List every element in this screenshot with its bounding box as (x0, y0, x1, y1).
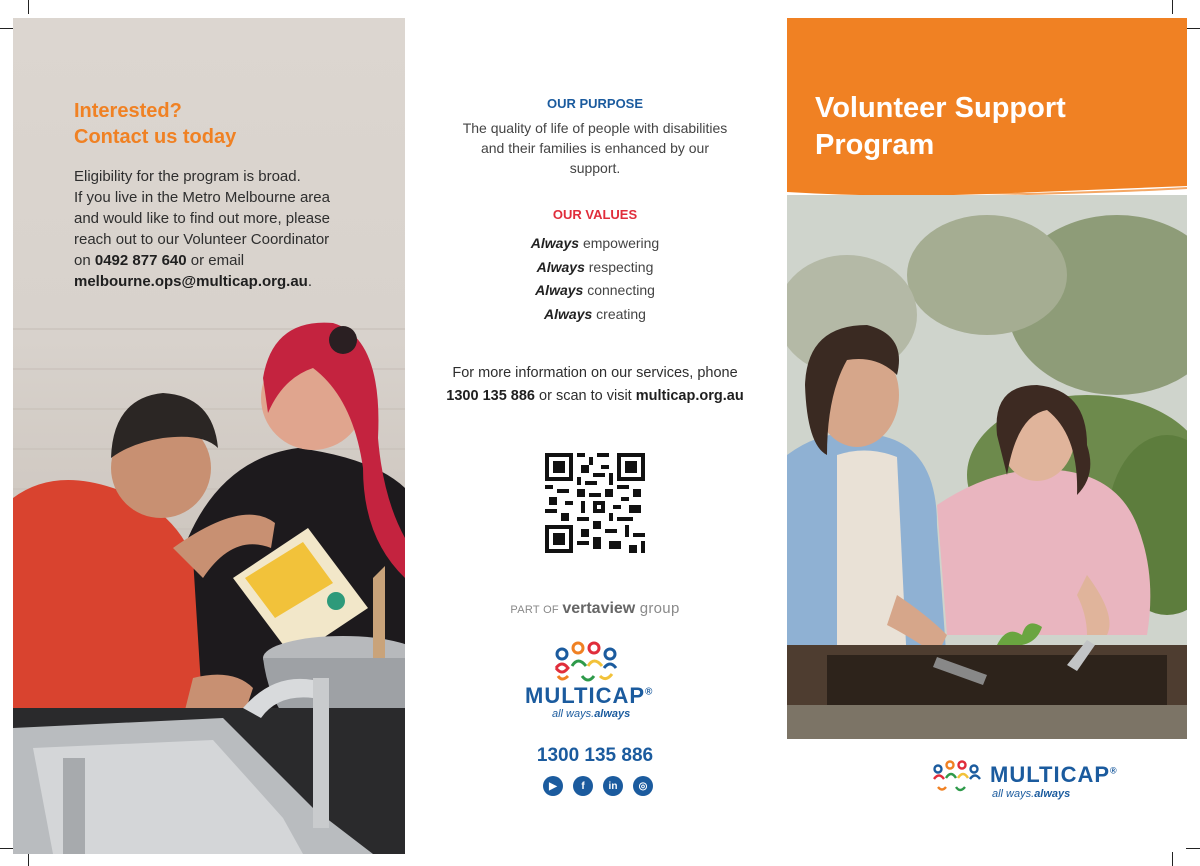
value-emphasis: Always (544, 305, 593, 322)
crop-mark (1172, 0, 1173, 14)
tagline-emph: always (1034, 788, 1071, 800)
body-line: on (74, 252, 95, 269)
cover-title (815, 90, 1145, 164)
multicap-people-icon (556, 643, 616, 680)
crop-mark (1172, 852, 1173, 866)
multicap-wordmark (525, 683, 665, 709)
value-emphasis: Always (530, 235, 580, 251)
registered-mark: ® (1110, 765, 1118, 776)
body-line: Eligibility for the program is broad. (74, 168, 301, 185)
info-phone[interactable]: 1300 135 886 (446, 388, 535, 404)
crop-mark (28, 0, 29, 14)
values-title: OUR VALUES (552, 207, 638, 222)
multicap-tagline-cover (992, 788, 1070, 800)
crop-mark (1186, 848, 1200, 849)
middle-panel (410, 18, 780, 854)
tagline-pre: all ways. (992, 788, 1035, 800)
value-item (410, 279, 780, 303)
purpose-text: The quality of life of people with disabilities and their families is enhanced by our support. (462, 120, 728, 176)
body-line: reach out to our Volunteer Coordinator (74, 231, 330, 248)
info-text (430, 362, 760, 408)
crop-mark (0, 848, 14, 849)
body-line: or email (186, 252, 245, 269)
cover-title-line1: Volunteer Support (815, 92, 1066, 124)
left-panel (13, 18, 405, 854)
multicap-wordmark-cover (990, 762, 1118, 788)
coordinator-email[interactable]: melbourne.ops@multicap.org.au (74, 273, 308, 290)
registered-mark: ® (645, 686, 654, 698)
value-item (410, 256, 780, 280)
info-website-link[interactable]: multicap.org.au (635, 388, 744, 404)
facebook-icon[interactable]: f (573, 776, 593, 796)
value-word: creating (596, 305, 646, 322)
value-item (410, 303, 780, 327)
email-suffix: . (307, 273, 312, 290)
info-line: or scan to visit (535, 388, 636, 404)
garden-photo (787, 195, 1187, 739)
multicap-tagline (552, 708, 672, 720)
value-item (410, 232, 780, 256)
value-word: empowering (582, 235, 660, 251)
youtube-icon[interactable]: ▶ (543, 776, 563, 796)
instagram-icon[interactable]: ◎ (633, 776, 653, 796)
part-of-vertaview (410, 600, 780, 618)
value-emphasis: Always (535, 282, 584, 298)
body-line: and would like to find out more, please (74, 210, 330, 227)
multicap-people-icon (934, 762, 980, 791)
vertaview-group: group (635, 600, 680, 617)
info-line: For more information on our services, phone (452, 365, 738, 381)
value-word: respecting (588, 258, 654, 275)
body-line: If you live in the Metro Melbourne area (74, 189, 330, 206)
multicap-name: MULTICAP (525, 683, 646, 708)
tagline-emph: always (594, 708, 631, 720)
tagline-pre: all ways. (552, 708, 595, 720)
value-emphasis: Always (536, 258, 585, 275)
coordinator-phone[interactable]: 0492 877 640 (94, 252, 187, 269)
cover-title-line2: Program (815, 129, 935, 161)
crop-mark (28, 852, 29, 866)
contact-heading-line2: Contact us today (74, 126, 237, 148)
values-list (410, 232, 780, 326)
crop-mark (1186, 28, 1200, 29)
qr-code[interactable] (545, 453, 645, 553)
crop-mark (0, 28, 14, 29)
purpose-title: OUR PURPOSE (546, 96, 644, 111)
value-word: connecting (587, 282, 655, 298)
contact-heading (74, 98, 374, 150)
part-of-label: PART OF (510, 604, 563, 616)
vertaview-logo: vertaview (562, 600, 636, 617)
main-phone[interactable]: 1300 135 886 (536, 745, 654, 766)
contact-body (74, 166, 374, 292)
linkedin-icon[interactable]: in (603, 776, 623, 796)
contact-section (74, 98, 374, 292)
contact-heading-line1: Interested? (74, 100, 182, 122)
social-links (543, 776, 653, 798)
multicap-name: MULTICAP (990, 762, 1111, 787)
